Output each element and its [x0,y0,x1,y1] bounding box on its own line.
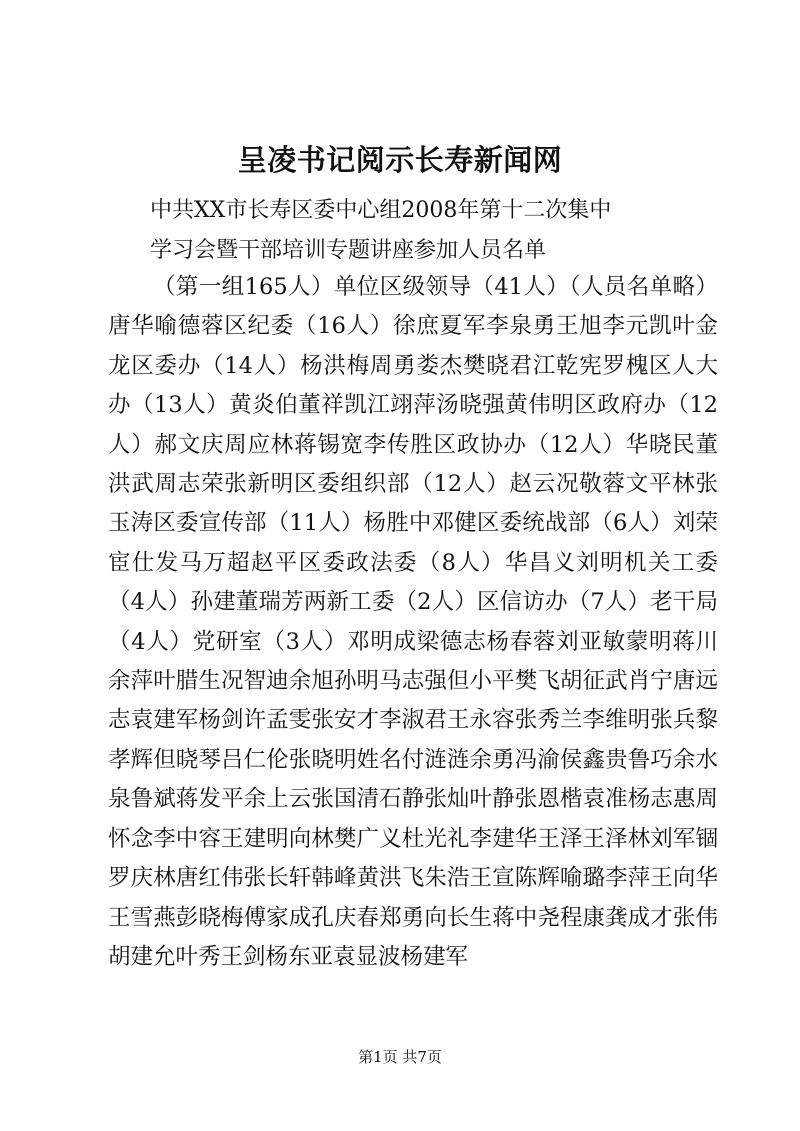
attendee-list-paragraph: （第一组165人）单位区级领导（41人）（人员名单略）唐华喻德蓉区纪委（16人）徐庶夏军李泉勇王旭李元凯叶金龙区委办（14人）杨洪梅周勇娄杰樊晓君江乾宪罗槐区人大办（13人）黄炎伯董祥凯江翊萍汤晓强黄伟明区政府办（12人）郝文庆周应林蒋锡宽李传胜区政协办（12人）华晓民董洪武周志荣张新明区委组织部（12人）赵云况敬蓉文平林张玉涛区委宣传部（11人）杨胜中邓健区委统战部（6人）刘荣宦仕发马万超赵平区委政法委（8人）华昌义刘明机关工委（4人）孙建董瑞芳两新工委（2人）区信访办（7人）老干局（4人）党研室（3人）邓明成梁德志杨春蓉刘亚敏蒙明蒋川余萍叶腊生况智迪余旭孙明马志强但小平樊飞胡征武肖宁唐远志袁建军杨剑许孟雯张安才李淑君王永容张秀兰李维明张兵黎孝辉但晓琴吕仁伦张晓明姓名付涟涟余勇冯渝侯鑫贵鲁巧余水泉鲁斌蒋发平余上云张国清石静张灿叶静张恩楷袁准杨志惠周怀念李中容王建明向林樊广义杜光礼李建华王泽王泽林刘军锢罗庆林唐红伟张长轩韩峰黄洪飞朱浩王宣陈辉喻璐李萍王向华王雪燕彭晓梅傅家成孔庆春郑勇向长生蒋中尧程康龚成才张伟胡建允叶秀王剑杨东亚袁显波杨建军 [108,274,718,970]
subtitle-line-1: 中共XX市长寿区委中心组2008年第十二次集中 [150,198,612,223]
subtitle-line-2: 学习会暨干部培训专题讲座参加人员名单 [150,238,547,263]
document-title: 呈凌书记阅示长寿新闻网 [237,143,563,177]
page-number: 第1页 共7页 [358,1048,442,1066]
